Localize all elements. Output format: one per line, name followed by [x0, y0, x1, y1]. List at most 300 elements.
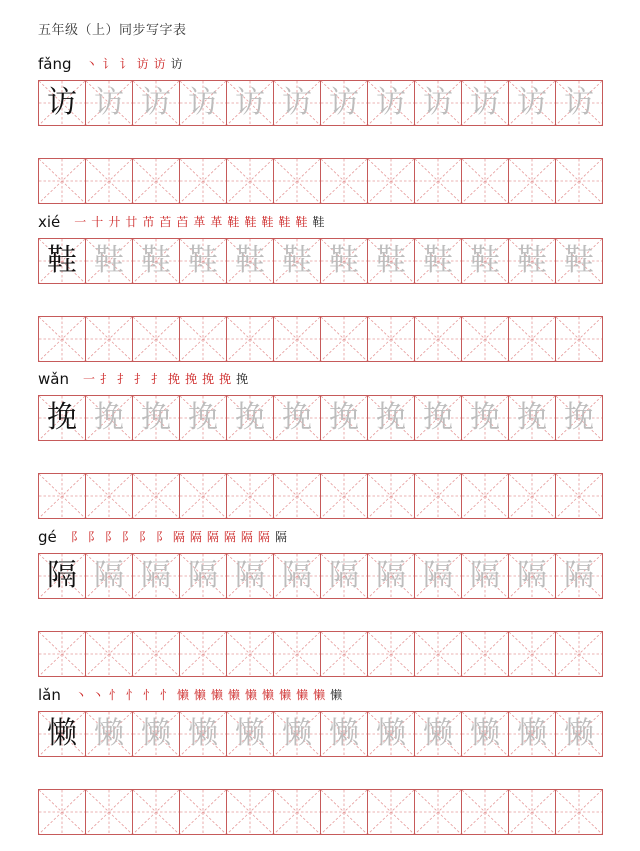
- trace-cell[interactable]: [86, 396, 133, 440]
- stroke-step: 懒: [193, 688, 206, 702]
- stroke-step: 鞋: [295, 215, 308, 229]
- stroke-step: 阝: [104, 530, 117, 544]
- trace-cell[interactable]: [415, 81, 462, 125]
- trace-character: 隔: [423, 558, 453, 593]
- mi-grid-guides: [227, 474, 273, 518]
- section-header: [38, 210, 330, 234]
- stroke-step: 苩: [176, 215, 189, 229]
- model-cell[interactable]: [39, 712, 86, 756]
- trace-character: 挽: [423, 400, 453, 435]
- trace-cell[interactable]: [556, 554, 603, 598]
- trace-character: 鞋: [235, 243, 265, 278]
- blank-cell[interactable]: [415, 317, 462, 361]
- trace-cell[interactable]: [133, 81, 180, 125]
- trace-cell[interactable]: [274, 396, 321, 440]
- mi-grid-guides: [227, 790, 273, 834]
- stroke-step: 忄: [159, 688, 172, 702]
- stroke-step: 阝: [87, 530, 100, 544]
- stroke-step: 阝: [138, 530, 151, 544]
- trace-cell[interactable]: [509, 239, 556, 283]
- trace-character: 访: [423, 85, 453, 120]
- mi-grid-guides: [39, 790, 85, 834]
- mi-grid-guides: [274, 790, 320, 834]
- blank-row: [38, 158, 603, 204]
- section-header: [38, 52, 188, 76]
- blank-cell[interactable]: [274, 790, 321, 834]
- stroke-step: 隔: [240, 530, 253, 544]
- section-header: [38, 525, 292, 549]
- model-cell[interactable]: [39, 396, 86, 440]
- trace-cell[interactable]: [133, 239, 180, 283]
- trace-character: 隔: [188, 558, 218, 593]
- mi-grid-guides: [180, 632, 226, 676]
- stroke-step: 丶: [85, 57, 98, 71]
- trace-cell[interactable]: [509, 396, 556, 440]
- trace-cell[interactable]: [180, 712, 227, 756]
- trace-cell[interactable]: [462, 554, 509, 598]
- stroke-step: 扌: [134, 372, 147, 386]
- mi-grid-guides: [321, 474, 367, 518]
- mi-grid-guides: [321, 790, 367, 834]
- stroke-step: 阝: [121, 530, 134, 544]
- model-character: 鞋: [47, 243, 77, 278]
- blank-cell[interactable]: [321, 159, 368, 203]
- trace-cell[interactable]: [86, 81, 133, 125]
- blank-cell[interactable]: [39, 317, 86, 361]
- mi-grid-guides: [415, 159, 461, 203]
- trace-cell[interactable]: [321, 239, 368, 283]
- stroke-step: 懒: [296, 688, 309, 702]
- section-header: [38, 367, 253, 391]
- trace-cell[interactable]: [227, 81, 274, 125]
- trace-character: 鞋: [282, 243, 312, 278]
- trace-cell[interactable]: [368, 712, 415, 756]
- model-cell[interactable]: [39, 239, 86, 283]
- blank-cell[interactable]: [509, 790, 556, 834]
- trace-cell[interactable]: [556, 81, 603, 125]
- blank-row: [38, 316, 603, 362]
- blank-cell[interactable]: [86, 790, 133, 834]
- trace-character: 访: [188, 85, 218, 120]
- trace-character: 访: [470, 85, 500, 120]
- trace-cell[interactable]: [415, 712, 462, 756]
- model-cell[interactable]: [39, 554, 86, 598]
- trace-character: 鞋: [188, 243, 218, 278]
- trace-character: 隔: [282, 558, 312, 593]
- blank-cell[interactable]: [368, 474, 415, 518]
- trace-cell[interactable]: [86, 554, 133, 598]
- stroke-step: 十: [91, 215, 104, 229]
- blank-cell[interactable]: [227, 159, 274, 203]
- trace-character: 隔: [564, 558, 594, 593]
- mi-grid-guides: [133, 317, 179, 361]
- trace-character: 隔: [329, 558, 359, 593]
- blank-cell[interactable]: [274, 317, 321, 361]
- blank-cell[interactable]: [133, 317, 180, 361]
- mi-grid-guides: [556, 790, 602, 834]
- stroke-step: 懒: [279, 688, 292, 702]
- stroke-step: 隔: [206, 530, 219, 544]
- pinyin-label: fǎng: [38, 55, 72, 73]
- trace-cell[interactable]: [556, 712, 603, 756]
- trace-cell[interactable]: [462, 712, 509, 756]
- trace-character: 访: [235, 85, 265, 120]
- pinyin-label: gé: [38, 528, 57, 546]
- blank-cell[interactable]: [180, 159, 227, 203]
- trace-cell[interactable]: [462, 396, 509, 440]
- trace-cell[interactable]: [556, 239, 603, 283]
- stroke-step: 忄: [108, 688, 121, 702]
- mi-grid-guides: [556, 632, 602, 676]
- trace-cell[interactable]: [556, 396, 603, 440]
- blank-cell[interactable]: [556, 790, 603, 834]
- trace-cell[interactable]: [509, 712, 556, 756]
- mi-grid-guides: [556, 474, 602, 518]
- blank-cell[interactable]: [321, 474, 368, 518]
- stroke-step: 阝: [70, 530, 83, 544]
- stroke-step: 一: [74, 215, 87, 229]
- stroke-step: 扌: [99, 372, 112, 386]
- blank-cell[interactable]: [274, 474, 321, 518]
- blank-cell[interactable]: [274, 159, 321, 203]
- trace-character: 鞋: [94, 243, 124, 278]
- trace-character: 挽: [517, 400, 547, 435]
- trace-character: 鞋: [141, 243, 171, 278]
- trace-cell[interactable]: [368, 396, 415, 440]
- blank-cell[interactable]: [86, 474, 133, 518]
- mi-grid-guides: [509, 790, 555, 834]
- mi-grid-guides: [86, 632, 132, 676]
- blank-cell[interactable]: [415, 474, 462, 518]
- stroke-step: 访: [136, 57, 149, 71]
- blank-cell[interactable]: [133, 474, 180, 518]
- blank-cell[interactable]: [321, 317, 368, 361]
- blank-cell[interactable]: [39, 474, 86, 518]
- mi-grid-guides: [462, 790, 508, 834]
- stroke-step: 隔: [189, 530, 202, 544]
- mi-grid-guides: [368, 474, 414, 518]
- model-character: 访: [47, 85, 77, 120]
- trace-cell[interactable]: [415, 554, 462, 598]
- stroke-step: 讠: [119, 57, 132, 71]
- trace-cell[interactable]: [415, 396, 462, 440]
- blank-cell[interactable]: [133, 632, 180, 676]
- trace-character: 访: [282, 85, 312, 120]
- trace-character: 鞋: [564, 243, 594, 278]
- mi-grid-guides: [86, 159, 132, 203]
- trace-character: 隔: [141, 558, 171, 593]
- blank-cell[interactable]: [556, 632, 603, 676]
- trace-character: 懒: [423, 716, 453, 751]
- mi-grid-guides: [321, 317, 367, 361]
- trace-character: 访: [329, 85, 359, 120]
- stroke-step: 革: [210, 215, 223, 229]
- trace-cell[interactable]: [509, 554, 556, 598]
- mi-grid-guides: [274, 159, 320, 203]
- trace-cell[interactable]: [227, 712, 274, 756]
- blank-cell[interactable]: [86, 317, 133, 361]
- mi-grid-guides: [462, 632, 508, 676]
- mi-grid-guides: [180, 317, 226, 361]
- stroke-order: [74, 216, 329, 228]
- blank-cell[interactable]: [133, 159, 180, 203]
- mi-grid-guides: [180, 159, 226, 203]
- trace-row: [38, 711, 603, 757]
- trace-cell[interactable]: [321, 81, 368, 125]
- stroke-step: 挽: [236, 372, 249, 386]
- stroke-step: 鞋: [312, 215, 325, 229]
- mi-grid-guides: [86, 790, 132, 834]
- mi-grid-guides: [509, 317, 555, 361]
- trace-character: 懒: [564, 716, 594, 751]
- trace-character: 访: [564, 85, 594, 120]
- trace-character: 访: [141, 85, 171, 120]
- blank-cell[interactable]: [86, 632, 133, 676]
- mi-grid-guides: [274, 632, 320, 676]
- stroke-step: 懒: [245, 688, 258, 702]
- stroke-step: 一: [82, 372, 95, 386]
- stroke-step: 懒: [228, 688, 241, 702]
- trace-character: 鞋: [329, 243, 359, 278]
- mi-grid-guides: [368, 790, 414, 834]
- mi-grid-guides: [227, 317, 273, 361]
- stroke-step: 扌: [151, 372, 164, 386]
- blank-cell[interactable]: [86, 159, 133, 203]
- stroke-step: 懒: [330, 688, 343, 702]
- blank-cell[interactable]: [556, 317, 603, 361]
- stroke-step: 廿: [125, 215, 138, 229]
- stroke-step: 扌: [117, 372, 130, 386]
- mi-grid-guides: [509, 159, 555, 203]
- blank-cell[interactable]: [321, 632, 368, 676]
- trace-cell[interactable]: [321, 712, 368, 756]
- trace-cell[interactable]: [415, 239, 462, 283]
- mi-grid-guides: [415, 790, 461, 834]
- trace-character: 懒: [282, 716, 312, 751]
- blank-cell[interactable]: [180, 474, 227, 518]
- mi-grid-guides: [556, 159, 602, 203]
- blank-cell[interactable]: [368, 632, 415, 676]
- model-character: 懒: [47, 716, 77, 751]
- stroke-order: [83, 373, 253, 385]
- stroke-step: 懒: [262, 688, 275, 702]
- blank-cell[interactable]: [462, 159, 509, 203]
- trace-cell[interactable]: [180, 396, 227, 440]
- trace-character: 鞋: [423, 243, 453, 278]
- trace-character: 挽: [94, 400, 124, 435]
- mi-grid-guides: [509, 632, 555, 676]
- trace-cell[interactable]: [86, 239, 133, 283]
- mi-grid-guides: [321, 632, 367, 676]
- blank-cell[interactable]: [462, 790, 509, 834]
- stroke-order: [75, 689, 347, 701]
- trace-character: 隔: [470, 558, 500, 593]
- trace-character: 懒: [517, 716, 547, 751]
- blank-cell[interactable]: [180, 317, 227, 361]
- stroke-step: 挽: [219, 372, 232, 386]
- trace-character: 鞋: [517, 243, 547, 278]
- model-cell[interactable]: [39, 81, 86, 125]
- trace-cell[interactable]: [133, 554, 180, 598]
- blank-cell[interactable]: [321, 790, 368, 834]
- trace-character: 隔: [376, 558, 406, 593]
- blank-cell[interactable]: [556, 159, 603, 203]
- blank-cell[interactable]: [39, 790, 86, 834]
- trace-character: 挽: [188, 400, 218, 435]
- stroke-step: 挽: [202, 372, 215, 386]
- blank-cell[interactable]: [509, 474, 556, 518]
- page-title: 五年级（上）同步写字表: [38, 23, 187, 38]
- mi-grid-guides: [180, 790, 226, 834]
- trace-character: 访: [376, 85, 406, 120]
- blank-cell[interactable]: [227, 317, 274, 361]
- stroke-step: 鞋: [278, 215, 291, 229]
- trace-cell[interactable]: [462, 239, 509, 283]
- blank-cell[interactable]: [274, 632, 321, 676]
- blank-cell[interactable]: [39, 159, 86, 203]
- stroke-step: 讠: [102, 57, 115, 71]
- stroke-order: [86, 58, 188, 70]
- trace-cell[interactable]: [133, 712, 180, 756]
- stroke-step: 丶: [74, 688, 87, 702]
- blank-cell[interactable]: [180, 790, 227, 834]
- trace-cell[interactable]: [321, 396, 368, 440]
- trace-row: [38, 553, 603, 599]
- trace-cell[interactable]: [274, 81, 321, 125]
- stroke-step: 访: [153, 57, 166, 71]
- stroke-step: 隔: [172, 530, 185, 544]
- stroke-step: 芇: [142, 215, 155, 229]
- trace-cell[interactable]: [180, 554, 227, 598]
- mi-grid-guides: [321, 159, 367, 203]
- mi-grid-guides: [227, 632, 273, 676]
- trace-character: 挽: [564, 400, 594, 435]
- mi-grid-guides: [415, 317, 461, 361]
- blank-cell[interactable]: [368, 790, 415, 834]
- mi-grid-guides: [86, 317, 132, 361]
- blank-cell[interactable]: [180, 632, 227, 676]
- trace-character: 隔: [517, 558, 547, 593]
- trace-character: 懒: [329, 716, 359, 751]
- trace-cell[interactable]: [321, 554, 368, 598]
- blank-cell[interactable]: [509, 632, 556, 676]
- blank-cell[interactable]: [415, 632, 462, 676]
- trace-cell[interactable]: [368, 554, 415, 598]
- trace-character: 挽: [329, 400, 359, 435]
- blank-row: [38, 631, 603, 677]
- blank-cell[interactable]: [227, 790, 274, 834]
- mi-grid-guides: [368, 632, 414, 676]
- trace-character: 懒: [141, 716, 171, 751]
- mi-grid-guides: [462, 159, 508, 203]
- stroke-step: 懒: [176, 688, 189, 702]
- mi-grid-guides: [86, 474, 132, 518]
- trace-cell[interactable]: [274, 239, 321, 283]
- trace-cell[interactable]: [274, 712, 321, 756]
- trace-cell[interactable]: [274, 554, 321, 598]
- blank-cell[interactable]: [227, 632, 274, 676]
- trace-row: [38, 80, 603, 126]
- trace-character: 懒: [235, 716, 265, 751]
- mi-grid-guides: [556, 317, 602, 361]
- stroke-step: 忄: [142, 688, 155, 702]
- trace-cell[interactable]: [462, 81, 509, 125]
- mi-grid-guides: [368, 159, 414, 203]
- stroke-step: 隔: [257, 530, 270, 544]
- trace-character: 懒: [188, 716, 218, 751]
- mi-grid-guides: [462, 474, 508, 518]
- trace-character: 懒: [470, 716, 500, 751]
- blank-cell[interactable]: [556, 474, 603, 518]
- stroke-step: 鞋: [227, 215, 240, 229]
- trace-character: 鞋: [376, 243, 406, 278]
- mi-grid-guides: [39, 317, 85, 361]
- mi-grid-guides: [415, 474, 461, 518]
- blank-cell[interactable]: [509, 317, 556, 361]
- trace-cell[interactable]: [509, 81, 556, 125]
- trace-character: 挽: [235, 400, 265, 435]
- mi-grid-guides: [133, 632, 179, 676]
- stroke-step: 阝: [155, 530, 168, 544]
- trace-cell[interactable]: [180, 239, 227, 283]
- trace-character: 访: [94, 85, 124, 120]
- mi-grid-guides: [39, 159, 85, 203]
- trace-cell[interactable]: [227, 396, 274, 440]
- stroke-step: 隔: [223, 530, 236, 544]
- mi-grid-guides: [227, 159, 273, 203]
- trace-cell[interactable]: [180, 81, 227, 125]
- trace-character: 懒: [376, 716, 406, 751]
- stroke-step: 忄: [125, 688, 138, 702]
- blank-cell[interactable]: [133, 790, 180, 834]
- stroke-step: 革: [193, 215, 206, 229]
- trace-cell[interactable]: [368, 81, 415, 125]
- trace-character: 挽: [470, 400, 500, 435]
- trace-cell[interactable]: [133, 396, 180, 440]
- blank-cell[interactable]: [368, 317, 415, 361]
- blank-cell[interactable]: [462, 317, 509, 361]
- trace-cell[interactable]: [86, 712, 133, 756]
- trace-cell[interactable]: [227, 554, 274, 598]
- trace-character: 隔: [235, 558, 265, 593]
- section-header: [38, 683, 347, 707]
- blank-cell[interactable]: [509, 159, 556, 203]
- mi-grid-guides: [274, 474, 320, 518]
- mi-grid-guides: [133, 474, 179, 518]
- mi-grid-guides: [509, 474, 555, 518]
- pinyin-label: lǎn: [38, 686, 61, 704]
- blank-cell[interactable]: [462, 474, 509, 518]
- mi-grid-guides: [274, 317, 320, 361]
- blank-cell[interactable]: [368, 159, 415, 203]
- blank-cell[interactable]: [415, 159, 462, 203]
- blank-cell[interactable]: [39, 632, 86, 676]
- trace-cell[interactable]: [368, 239, 415, 283]
- trace-character: 访: [517, 85, 547, 120]
- trace-row: [38, 395, 603, 441]
- stroke-order: [71, 531, 292, 543]
- trace-cell[interactable]: [227, 239, 274, 283]
- model-character: 隔: [47, 558, 77, 593]
- stroke-step: 鞋: [244, 215, 257, 229]
- pinyin-label: xié: [38, 213, 61, 231]
- blank-cell[interactable]: [227, 474, 274, 518]
- stroke-step: 苩: [159, 215, 172, 229]
- stroke-step: 挽: [168, 372, 181, 386]
- blank-cell[interactable]: [462, 632, 509, 676]
- blank-cell[interactable]: [415, 790, 462, 834]
- blank-row: [38, 789, 603, 835]
